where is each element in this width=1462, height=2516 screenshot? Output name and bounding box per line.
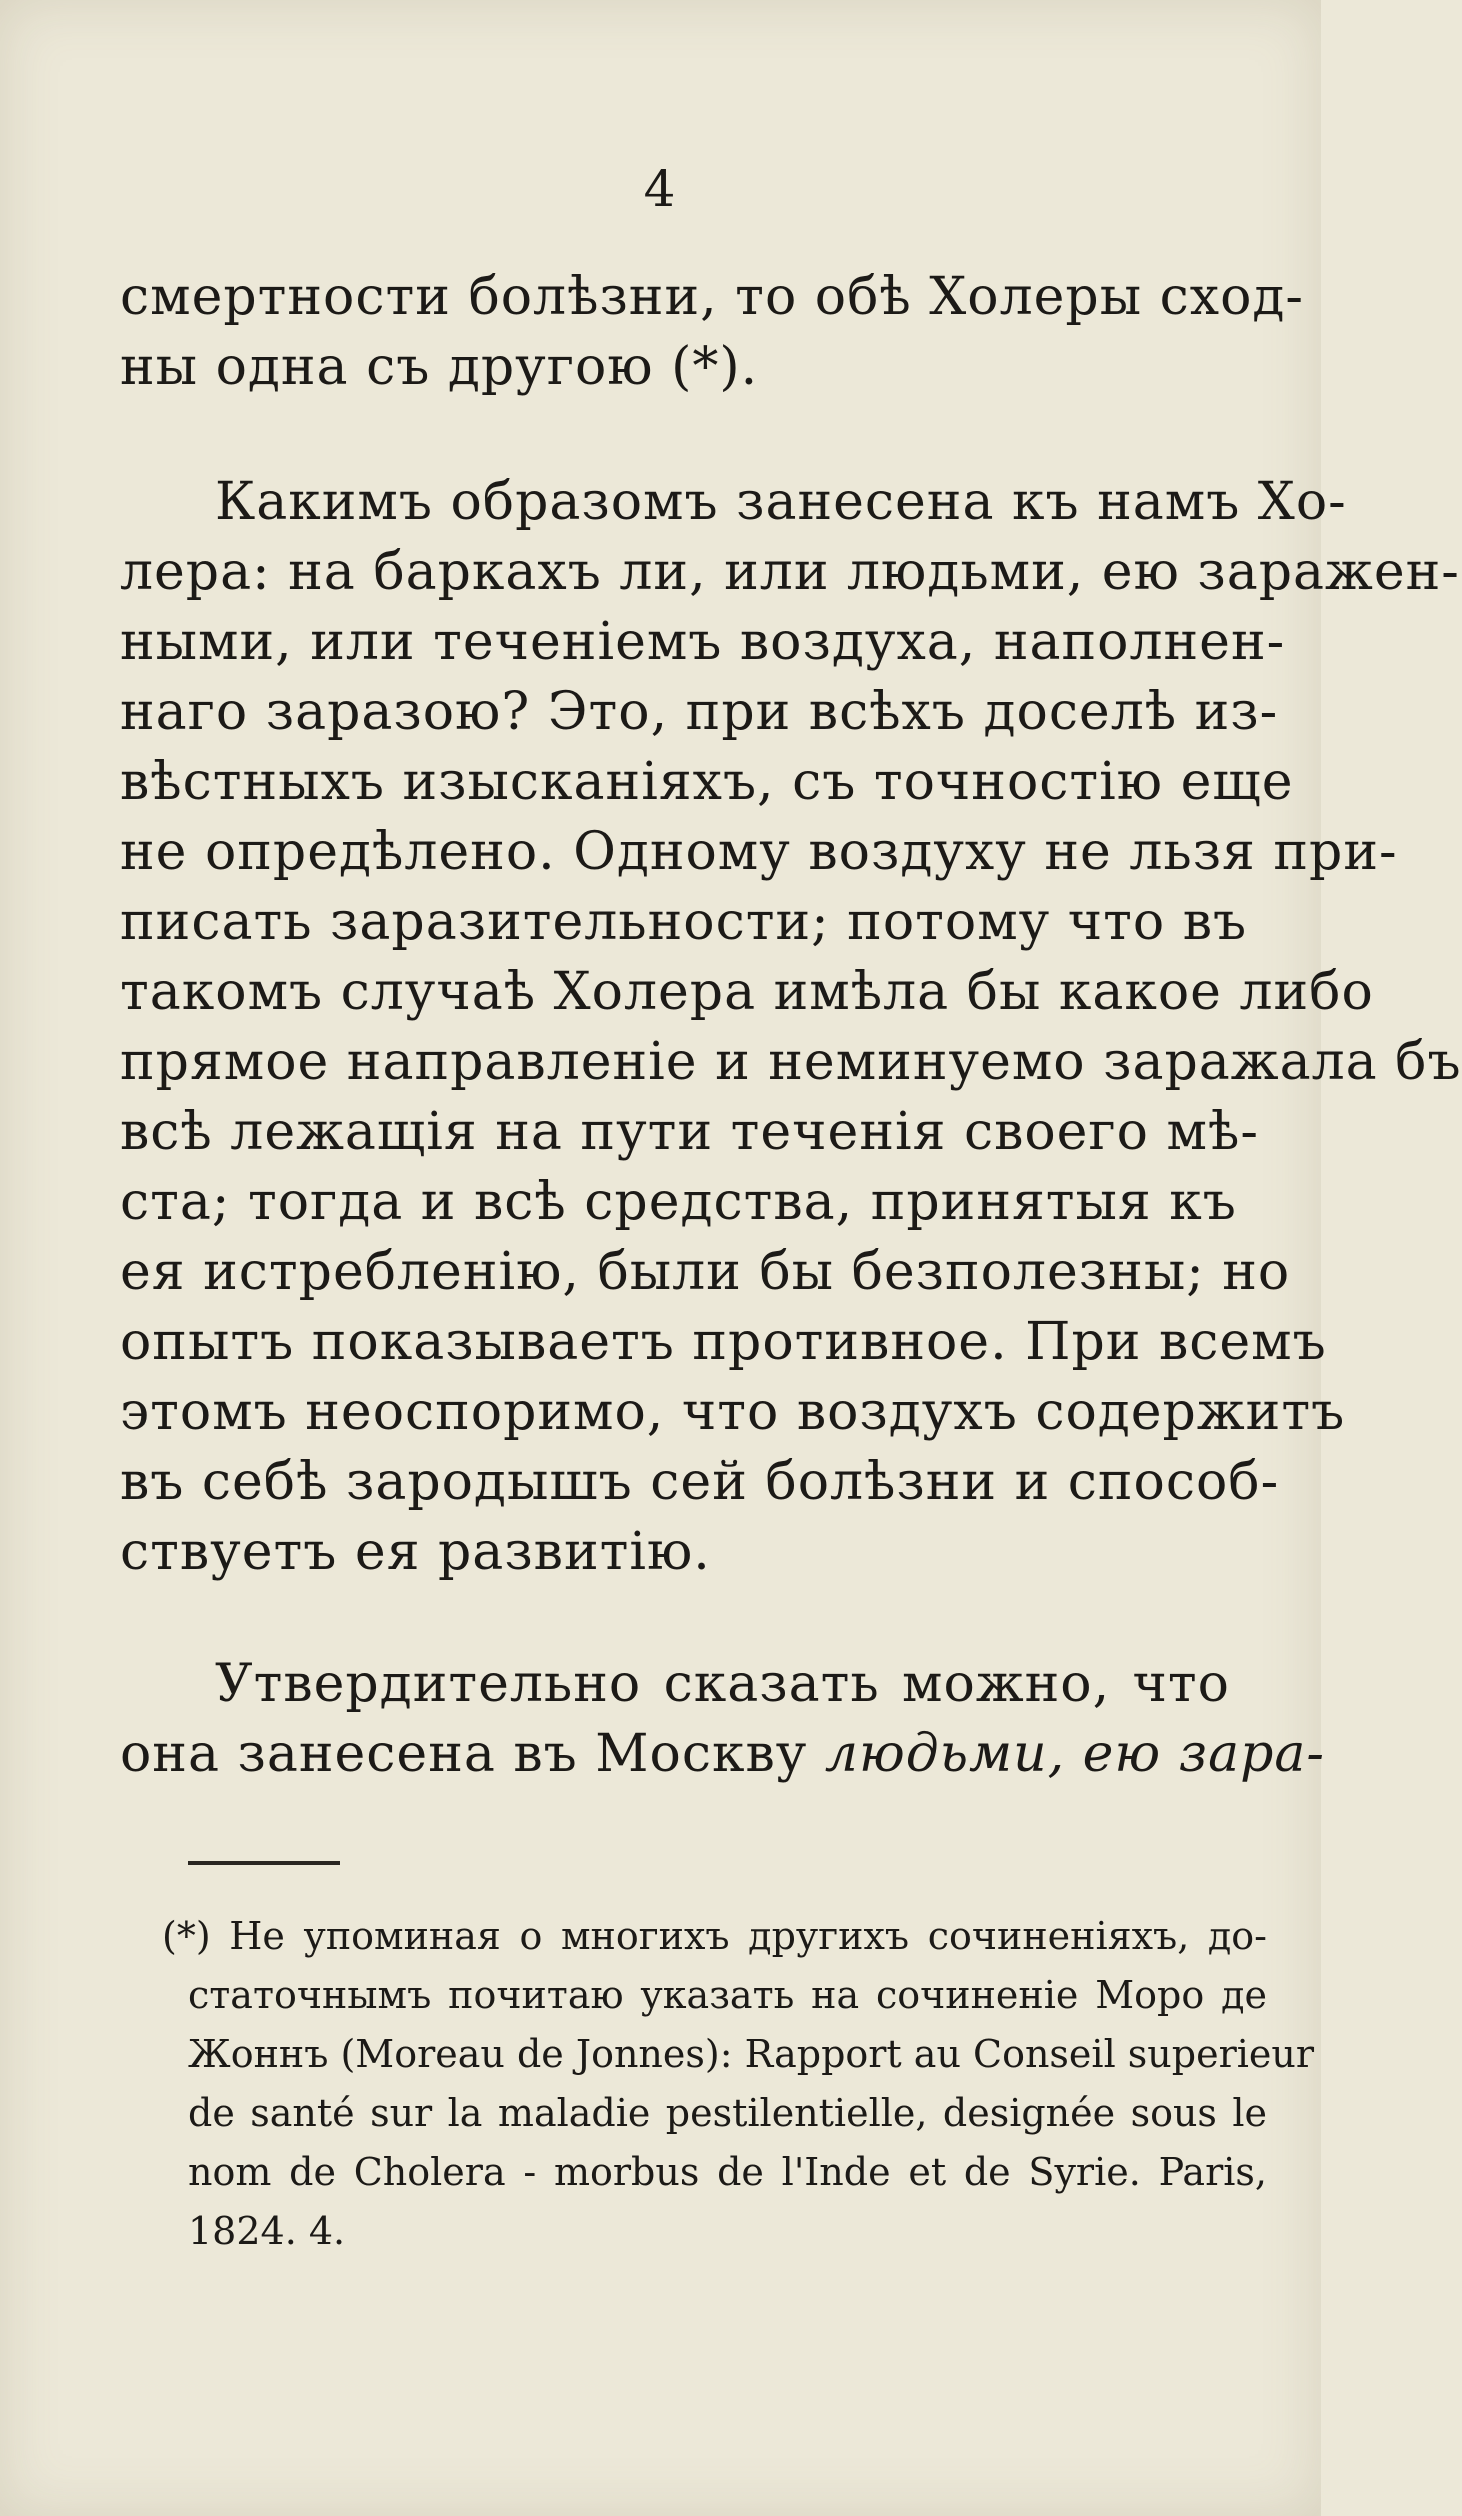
- text-run: она занесена въ Москву: [120, 1724, 825, 1784]
- footnote-line: nom de Cholera - morbus de l'Inde et de Syrie. Paris,: [188, 2150, 1267, 2194]
- footnote-line: статочнымъ почитаю указать на сочиненіе Моро де: [188, 1973, 1267, 2017]
- text-line: всѣ лежащія на пути теченія своего мѣ-: [120, 1102, 1259, 1162]
- footnote-line: (*) Не упоминая о многихъ другихъ сочиненіяхъ, до-: [162, 1914, 1267, 1958]
- page-number: 4: [643, 160, 678, 218]
- footnote-line: de santé sur la maladie pestilentielle, designée sous le: [188, 2091, 1267, 2135]
- text-line: лера: на баркахъ ли, или людьми, ею заражен-: [120, 542, 1460, 602]
- text-line: вѣстныхъ изысканіяхъ, съ точностію еще: [120, 752, 1294, 812]
- footnote-line: Жоннъ (Moreau de Jonnes): Rapport au Conseil superieur: [188, 2032, 1315, 2076]
- text-line: наго заразою? Это, при всѣхъ доселѣ из-: [120, 682, 1279, 742]
- footnote-line: 1824. 4.: [188, 2209, 346, 2253]
- text-line: смертности болѣзни, то обѣ Холеры сход-: [120, 267, 1304, 327]
- text-line: писать заразительности; потому что въ: [120, 892, 1248, 952]
- text-line: ны одна съ другою (*).: [120, 337, 759, 397]
- text-line: ными, или теченіемъ воздуха, наполнен-: [120, 612, 1286, 672]
- text-line: этомъ неоспоримо, что воздухъ содержитъ: [120, 1382, 1346, 1442]
- text-line: ста; тогда и всѣ средства, принятыя къ: [120, 1172, 1237, 1232]
- italic-text-run: людьми, ею зара-: [824, 1724, 1325, 1784]
- text-line: Утвердительно сказать можно, что: [215, 1654, 1230, 1714]
- text-line: опытъ показываетъ противное. При всемъ: [120, 1312, 1327, 1372]
- text-line: такомъ случаѣ Холера имѣла бы какое либо: [120, 962, 1374, 1022]
- text-line: ствуетъ ея развитію.: [120, 1522, 711, 1582]
- text-line: не опредѣлено. Одному воздуху не льзя при-: [120, 822, 1398, 882]
- text-line: Какимъ образомъ занесена къ намъ Хо-: [215, 472, 1347, 532]
- footnote-separator: [188, 1861, 340, 1865]
- text-line: ея истребленію, были бы безполезны; но: [120, 1242, 1291, 1302]
- text-line: въ себѣ зародышъ сей болѣзни и способ-: [120, 1452, 1280, 1512]
- text-line: [120, 1722, 1325, 1786]
- text-line: прямое направленіе и неминуемо заражала бъ: [120, 1032, 1462, 1092]
